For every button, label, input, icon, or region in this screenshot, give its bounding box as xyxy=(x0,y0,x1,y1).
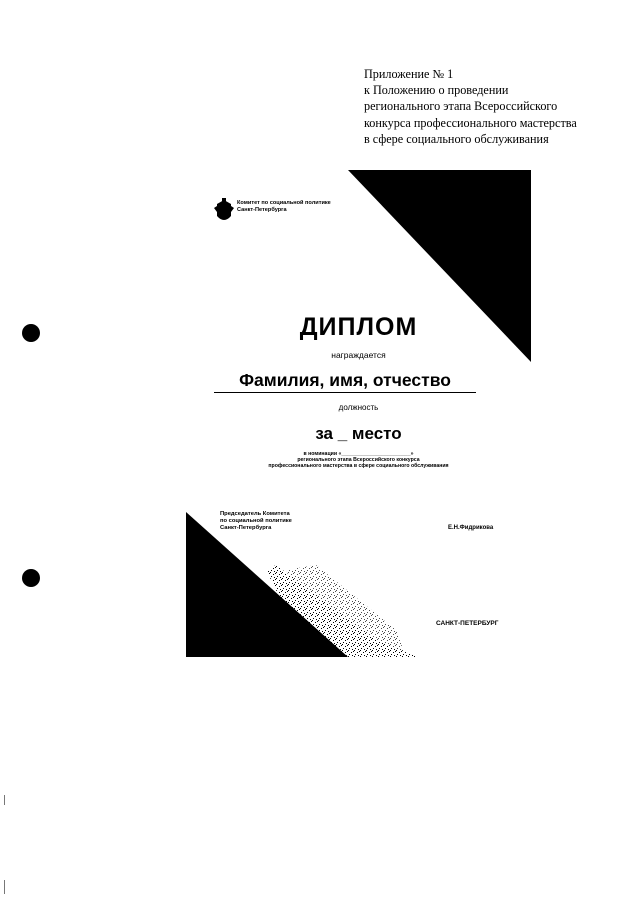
nomination-line: в номинации «________________________» xyxy=(303,451,414,457)
appendix-note xyxy=(364,66,614,147)
punch-hole-bottom xyxy=(22,569,40,587)
nomination-line: регионального этапа Всероссийского конкурса xyxy=(297,457,420,464)
committee-name-line: Санкт-Петербурга xyxy=(237,207,287,213)
chair-line: по социальной политике xyxy=(220,517,292,524)
signer-name: Е.Н.Фидрикова xyxy=(448,525,494,531)
scan-mark xyxy=(4,795,5,805)
full-name-field: Фамилия, имя, отчество xyxy=(214,370,476,393)
scan-mark xyxy=(4,880,5,894)
appendix-line: в сфере социального обслуживания xyxy=(364,131,549,146)
chair-line: Председатель Комитета xyxy=(220,511,290,517)
punch-hole-top xyxy=(22,324,40,342)
committee-header xyxy=(214,198,331,226)
nomination-line: профессионального мастерства в сфере социального обслуживания xyxy=(268,463,449,470)
chair-line: Санкт-Петербурга xyxy=(220,524,272,531)
diploma-sample xyxy=(186,170,531,660)
nomination-text xyxy=(186,451,531,470)
appendix-line: конкурса профессионального мастерства xyxy=(364,115,577,130)
place-label: за _ место xyxy=(315,424,402,443)
appendix-line: Приложение № 1 xyxy=(364,67,454,81)
appendix-line: регионального этапа Всероссийского xyxy=(364,99,558,114)
committee-name-line: Комитет по социальной политике xyxy=(237,200,331,206)
diploma-decor xyxy=(186,170,531,660)
city-label: САНКТ-ПЕТЕРБУРГ xyxy=(436,620,499,627)
awarded-label: награждается xyxy=(331,350,386,360)
coat-of-arms-icon xyxy=(214,198,234,226)
chair-title xyxy=(220,511,292,531)
appendix-line: к Положению о проведении xyxy=(364,83,509,98)
position-label: должность xyxy=(338,403,379,412)
diploma-title: ДИПЛОМ xyxy=(299,313,418,341)
